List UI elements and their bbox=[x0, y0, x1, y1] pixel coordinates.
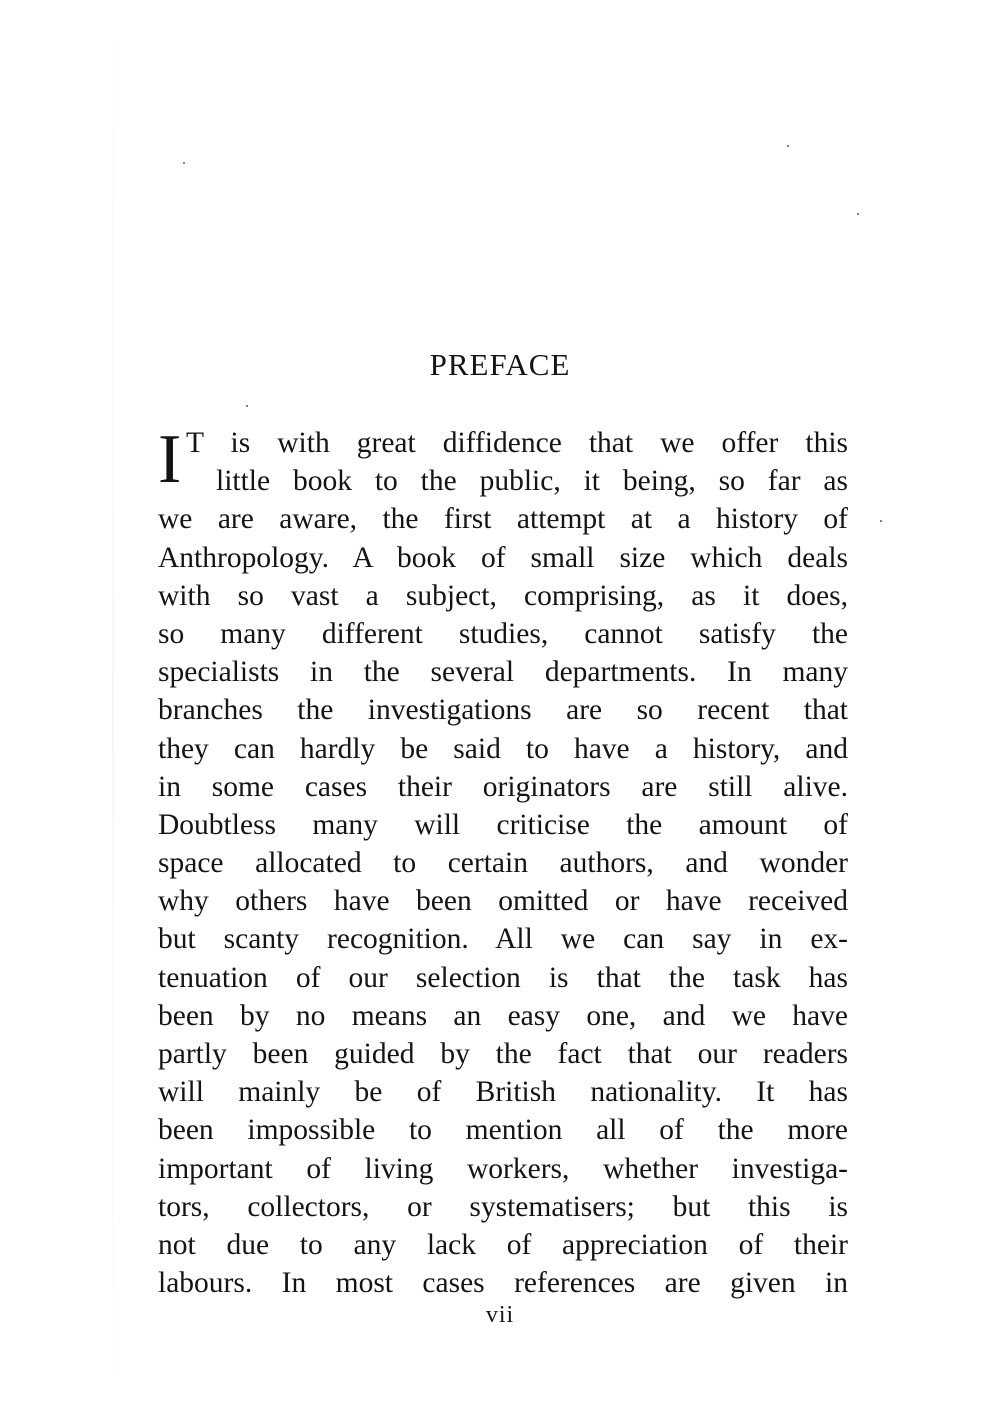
text-line: labours. In most cases references are given in bbox=[158, 1267, 848, 1300]
text-line: branches the investigations are so recent that bbox=[158, 694, 848, 727]
text-line: but scanty recognition. All we can say in ex- bbox=[158, 923, 848, 956]
text-line: important of living workers, whether investiga- bbox=[158, 1152, 848, 1185]
text-line: so many different studies, cannot satisfy the bbox=[158, 617, 848, 650]
text-line: we are aware, the first attempt at a history of bbox=[158, 503, 848, 536]
text-line: tenuation of our selection is that the task has bbox=[158, 961, 848, 994]
text-line: with so vast a subject, comprising, as it does, bbox=[158, 579, 848, 612]
text-line: in some cases their originators are still alive. bbox=[158, 770, 848, 803]
text-line: partly been guided by the fact that our readers bbox=[158, 1038, 848, 1070]
scan-speck bbox=[183, 162, 185, 164]
text-line: will mainly be of British nationality. It has bbox=[158, 1076, 848, 1109]
preface-body bbox=[158, 424, 848, 1302]
page-number: vii bbox=[485, 1302, 515, 1328]
text-line: been by no means an easy one, and we have bbox=[158, 999, 848, 1032]
text-line: little book to the public, it being, so far as bbox=[216, 465, 848, 498]
drop-cap: I bbox=[158, 428, 182, 492]
text-line: T is with great diffidence that we offer this bbox=[186, 427, 848, 459]
text-line: Doubtless many will criticise the amount of bbox=[158, 808, 848, 841]
text-line: been impossible to mention all of the more bbox=[158, 1114, 848, 1147]
scan-speck bbox=[787, 145, 789, 147]
text-line: Anthropology. A book of small size which deals bbox=[158, 541, 848, 574]
text-line: specialists in the several departments. In many bbox=[158, 656, 848, 689]
text-line: not due to any lack of appreciation of their bbox=[158, 1228, 848, 1261]
scan-speck bbox=[246, 405, 248, 407]
scan-speck bbox=[880, 520, 882, 522]
text-line: they can hardly be said to have a history, and bbox=[158, 732, 848, 765]
text-line: space allocated to certain authors, and wonder bbox=[158, 847, 848, 880]
scan-shadow bbox=[112, 0, 114, 1418]
text-line: why others have been omitted or have received bbox=[158, 885, 848, 918]
scan-speck bbox=[857, 213, 859, 215]
text-line: tors, collectors, or systematisers; but this is bbox=[158, 1190, 848, 1223]
page-title: PREFACE bbox=[429, 347, 571, 382]
